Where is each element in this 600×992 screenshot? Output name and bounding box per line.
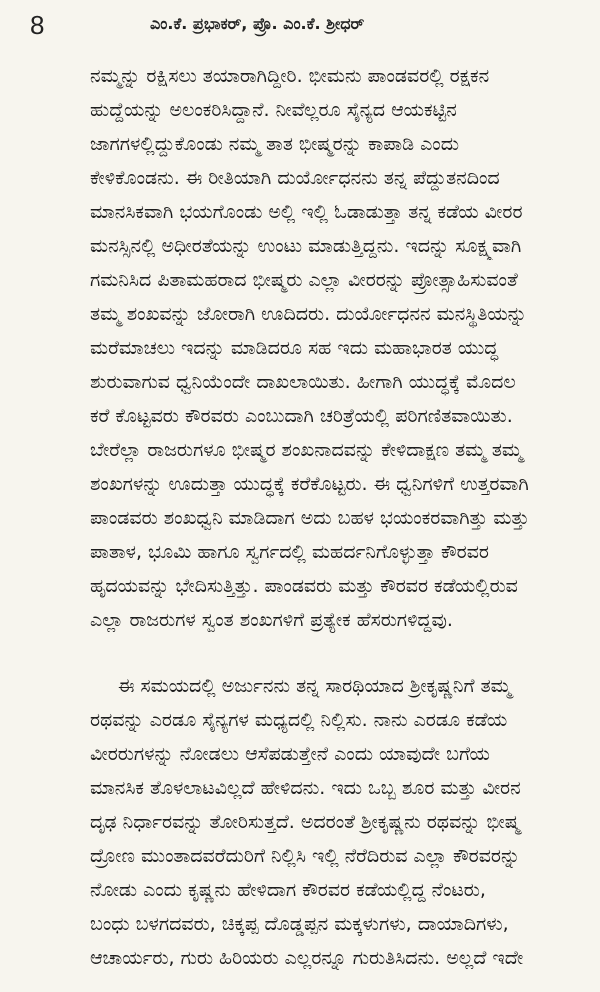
text-line: ರಥವನ್ನು ಎರಡೂ ಸೈನ್ಯಗಳ ಮಧ್ಯದಲ್ಲಿ ನಿಲ್ಲಿಸು. ನಾನು ಎರಡೂ ಕಡೆಯ <box>90 709 508 731</box>
text-line: ದ್ರೋಣ ಮುಂತಾದವರೆದುರಿಗೆ ನಿಲ್ಲಿಸಿ ಇಲ್ಲಿ ನೆರೆದಿರುವ ಎಲ್ಲಾ ಕೌರವರನ್ನು <box>90 845 521 867</box>
text-line: ಶಂಖಗಳನ್ನು ಊದುತ್ತಾ ಯುದ್ಧಕ್ಕೆ ಕರೆಕೊಟ್ಟರು. ಈ ಧ್ವನಿಗಳಿಗೆ ಉತ್ತರವಾಗಿ <box>90 473 529 495</box>
text-line: ವೀರರುಗಳನ್ನು ನೋಡಲು ಆಸೆಪಡುತ್ತೇನೆ ಎಂದು ಯಾವುದೇ ಬಗೆಯ <box>90 743 490 765</box>
text-line: ಮನಸ್ಸಿನಲ್ಲಿ ಅಧೀರತೆಯನ್ನು ಉಂಟು ಮಾಡುತ್ತಿದ್ದನು. ಇದನ್ನು ಸೂಕ್ಷ್ಮವಾಗಿ <box>90 235 522 257</box>
text-line: ಬಂಧು ಬಳಗದವರು, ಚಿಕ್ಕಪ್ಪ ದೊಡ್ಡಪ್ಪನ ಮಕ್ಕಳುಗಳು, ದಾಯಾದಿಗಳು, <box>90 913 509 935</box>
text-line: ಬೇರೆಲ್ಲಾ ರಾಜರುಗಳೂ ಭೀಷ್ಮರ ಶಂಖನಾದವನ್ನು ಕೇಳಿದಾಕ್ಷಣ ತಮ್ಮ ತಮ್ಮ <box>90 439 523 461</box>
text-line: ದೃಢ ನಿರ್ಧಾರವನ್ನು ತೋರಿಸುತ್ತದೆ. ಅದರಂತೆ ಶ್ರೀಕೃಷ್ಣನು ರಥವನ್ನು ಭೀಷ್ಮ <box>90 811 521 833</box>
text-line: ತಮ್ಮ ಶಂಖವನ್ನು ಜೋರಾಗಿ ಊದಿದರು. ದುರ್ಯೋಧನನ ಮನಸ್ಥಿತಿಯನ್ನು <box>90 303 527 325</box>
text-line: ಹುದ್ದೆಯನ್ನು ಅಲಂಕರಿಸಿದ್ದಾನೆ. ನೀವೆಲ್ಲರೂ ಸೈನ್ಯದ ಆಯಕಟ್ಟಿನ <box>90 99 457 121</box>
text-line: ಈ ಸಮಯದಲ್ಲಿ ಅರ್ಜುನನು ತನ್ನ ಸಾರಥಿಯಾದ ಶ್ರೀಕೃಷ್ಣನಿಗೆ ತಮ್ಮ <box>118 675 512 697</box>
text-line: ನಮ್ಮನ್ನು ರಕ್ಷಿಸಲು ತಯಾರಾಗಿದ್ದೀರಿ. ಭೀಮನು ಪಾಂಡವರಲ್ಲಿ ರಕ್ಷಕನ <box>90 65 490 87</box>
text-line: ನೋಡು ಎಂದು ಕೃಷ್ಣನು ಹೇಳಿದಾಗ ಕೌರವರ ಕಡೆಯಲ್ಲಿದ್ದ ನೆಂಟರು, <box>90 879 486 901</box>
text-line: ಕರೆ ಕೊಟ್ಟವರು ಕೌರವರು ಎಂಬುದಾಗಿ ಚರಿತ್ರೆಯಲ್ಲಿ ಪರಿಗಣಿತವಾಯಿತು. <box>90 405 513 427</box>
text-line: ಜಾಗಗಳಲ್ಲಿದ್ದುಕೊಂಡು ನಮ್ಮ ತಾತ ಭೀಷ್ಮರನ್ನು ಕಾಪಾಡಿ ಎಂದು <box>90 133 460 155</box>
text-line: ಪಾತಾಳ, ಭೂಮಿ ಹಾಗೂ ಸ್ವರ್ಗದಲ್ಲಿ ಮಹರ್ದನಿಗೊಳ್ಳುತ್ತಾ ಕೌರವರ <box>90 541 489 563</box>
text-line: ಗಮನಿಸಿದ ಪಿತಾಮಹರಾದ ಭೀಷ್ಮರು ಎಲ್ಲಾ ವೀರರನ್ನು ಪ್ರೋತ್ಸಾಹಿಸುವಂತೆ <box>90 269 518 291</box>
page-number: 8 <box>30 10 45 40</box>
text-line: ಕೇಳಿಕೊಂಡನು. ಈ ರೀತಿಯಾಗಿ ದುರ್ಯೋಧನನು ತನ್ನ ಪೆದ್ದುತನದಿಂದ <box>90 167 500 189</box>
text-line: ಆಚಾರ್ಯರು, ಗುರು ಹಿರಿಯರು ಎಲ್ಲರನ್ನೂ ಗುರುತಿಸಿದನು. ಅಲ್ಲದೆ ಇದೇ <box>90 947 524 969</box>
text-line: ಪಾಂಡವರು ಶಂಖಧ್ವನಿ ಮಾಡಿದಾಗ ಅದು ಬಹಳ ಭಯಂಕರವಾಗಿತ್ತು ಮತ್ತು <box>90 507 530 529</box>
text-line: ಮರೆಮಾಚಲು ಇದನ್ನು ಮಾಡಿದರೂ ಸಹ ಇದು ಮಹಾಭಾರತ ಯುದ್ಧ <box>90 337 499 359</box>
text-line: ಶುರುವಾಗುವ ಧ್ವನಿಯೆಂದೇ ದಾಖಲಾಯಿತು. ಹೀಗಾಗಿ ಯುದ್ಧಕ್ಕೆ ಮೊದಲ <box>90 371 516 393</box>
text-line: ಎಲ್ಲಾ ರಾಜರುಗಳ ಸ್ವಂತ ಶಂಖಗಳಿಗೆ ಪ್ರತ್ಯೇಕ ಹೆಸರುಗಳಿದ್ದವು. <box>90 609 453 631</box>
running-head: ಎಂ.ಕೆ. ಪ್ರಭಾಕರ್, ಪ್ರೊ. ಎಂ.ಕೆ. ಶ್ರೀಧರ್ <box>150 14 365 33</box>
text-line: ಮಾನಸಿಕ ತೊಳಲಾಟವಿಲ್ಲದೆ ಹೇಳಿದನು. ಇದು ಒಬ್ಬ ಶೂರ ಮತ್ತು ವೀರನ <box>90 777 521 799</box>
text-line: ಮಾನಸಿಕವಾಗಿ ಭಯಗೊಂಡು ಅಲ್ಲಿ ಇಲ್ಲಿ ಓಡಾಡುತ್ತಾ ತನ್ನ ಕಡೆಯ ವೀರರ <box>90 201 523 223</box>
text-line: ಹೃದಯವನ್ನು ಭೇದಿಸುತ್ತಿತ್ತು. ಪಾಂಡವರು ಮತ್ತು ಕೌರವರ ಕಡೆಯಲ್ಲಿರುವ <box>90 575 518 597</box>
